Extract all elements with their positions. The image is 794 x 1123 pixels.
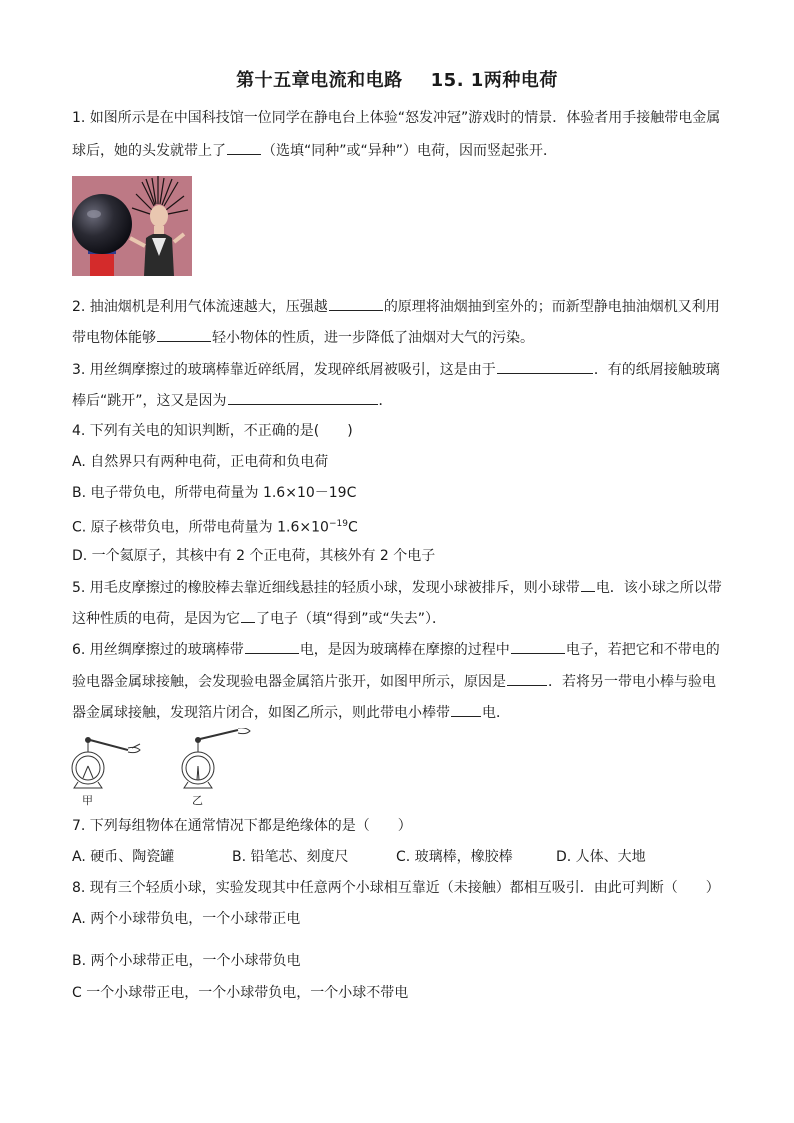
q6-blank-3[interactable] xyxy=(507,671,547,686)
q7-option-a[interactable]: A. 硬币、陶瓷罐 xyxy=(72,849,175,865)
q6-blank-1[interactable] xyxy=(245,639,299,654)
q7-option-c[interactable]: C. 玻璃棒，橡胶棒 xyxy=(396,849,513,865)
q5-blank-1[interactable] xyxy=(581,577,595,592)
q6-blank-2[interactable] xyxy=(511,639,565,654)
q5-line2: 这种性质的电荷，是因为它 了电子（填“得到”或“失去”）． xyxy=(72,608,446,629)
q7-stem: 7. 下列每组物体在通常情况下都是绝缘体的是（ ） xyxy=(72,818,412,834)
electroscope-figures xyxy=(66,728,256,808)
q5-line1: 5. 用毛皮摩擦过的橡胶棒去靠近细线悬挂的轻质小球，发现小球被排斥，则小球带 电．该小球之所以带 xyxy=(72,577,722,598)
q3-blank-1[interactable] xyxy=(497,359,593,374)
chapter-title: 第十五章电流和电路 xyxy=(236,70,403,91)
q2-line2: 带电物体能够 轻小物体的性质，进一步降低了油烟对大气的污染。 xyxy=(72,327,534,348)
figure-label-jia: 甲 xyxy=(82,794,93,807)
q8-option-b[interactable]: B. 两个小球带正电，一个小球带负电 xyxy=(72,953,301,969)
q8-option-c[interactable]: C 一个小球带正电，一个小球带负电，一个小球不带电 xyxy=(72,985,409,1001)
q4-option-a[interactable]: A. 自然界只有两种电荷，正电荷和负电荷 xyxy=(72,454,329,470)
q3-line1: 3. 用丝绸摩擦过的玻璃棒靠近碎纸屑，发现碎纸屑被吸引，这是由于 ．有的纸屑接触玻璃 xyxy=(72,359,720,380)
q6-line2: 验电器金属球接触，会发现验电器金属箔片张开，如图甲所示，原因是 ．若将另一带电小棒与验电 xyxy=(72,671,716,692)
q7-option-b[interactable]: B. 铅笔芯、刻度尺 xyxy=(232,849,349,865)
q2-blank-1[interactable] xyxy=(329,296,383,311)
q2-line1: 2. 抽油烟机是利用气体流速越大，压强越 的原理将油烟抽到室外的；而新型静电抽油烟机又利用 xyxy=(72,296,720,317)
q7-option-d[interactable]: D. 人体、大地 xyxy=(556,849,646,865)
figure-label-yi: 乙 xyxy=(192,794,203,807)
q1-blank[interactable] xyxy=(227,140,261,155)
page-title xyxy=(0,66,794,92)
section-title: 15. 1两种电荷 xyxy=(430,70,558,91)
q4-option-b[interactable]: B. 电子带负电，所带电荷量为 1.6×10－19C xyxy=(72,485,357,501)
q6-line1: 6. 用丝绸摩擦过的玻璃棒带 电，是因为玻璃棒在摩擦的过程中 电子，若把它和不带电的 xyxy=(72,639,720,660)
q4-option-d[interactable]: D. 一个氦原子，其核中有 2 个正电荷，其核外有 2 个电子 xyxy=(72,548,436,564)
q5-blank-2[interactable] xyxy=(241,608,255,623)
q1-line1: 1. 如图所示是在中国科技馆一位同学在静电台上体验“怒发冲冠”游戏时的情景．体验者用手接触带电金属 xyxy=(72,110,721,126)
q4-option-c[interactable]: C. 原子核带负电，所带电荷量为 $1.6\times 10^{-19}C$ xyxy=(72,519,358,536)
q3-line2: 棒后“跳开”，这又是因为 ． xyxy=(72,390,393,411)
q4-stem: 4. 下列有关电的知识判断，不正确的是( ) xyxy=(72,423,353,439)
q8-stem: 8. 现有三个轻质小球，实验发现其中任意两个小球相互靠近（未接触）都相互吸引．由此可判断（ ） xyxy=(72,880,720,896)
q2-blank-2[interactable] xyxy=(157,327,211,342)
q6-line3: 器金属球接触，发现箔片闭合，如图乙所示，则此带电小棒带 电． xyxy=(72,702,510,723)
q6-blank-4[interactable] xyxy=(451,702,481,717)
q8-option-a[interactable]: A. 两个小球带负电，一个小球带正电 xyxy=(72,911,301,927)
q7-options xyxy=(72,847,646,867)
static-electricity-photo xyxy=(72,176,192,276)
q1-line2: 球后，她的头发就带上了 （选填“同种”或“异种”）电荷，因而竖起张开． xyxy=(72,140,557,161)
q3-blank-2[interactable] xyxy=(228,390,378,405)
